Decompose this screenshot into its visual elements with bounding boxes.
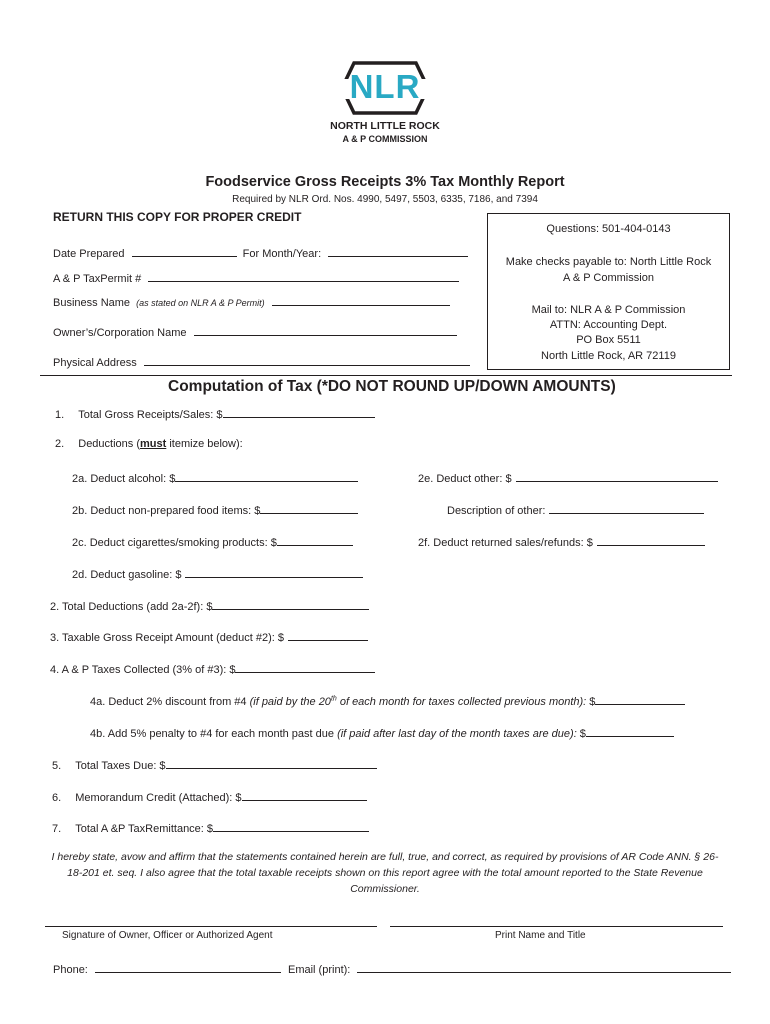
ordinance-line: Required by NLR Ord. Nos. 4990, 5497, 5503, 6335, 7186, and 7394 xyxy=(232,194,538,205)
affirmation-statement: I hereby state, avow and affirm that the statements contained herein are full, true, and correct, as required by provisions of AR Code ANN. § 26-18-201 et. seq. I also agree that the total taxable receipts shown on this report agree with the total amount reported to the State Revenue Commissioner. xyxy=(51,851,719,895)
deduct-2e-desc-row xyxy=(447,502,704,517)
line-2-label-post: itemize below): xyxy=(166,438,243,450)
deduct-2d-label: 2d. Deduct gasoline: $ xyxy=(72,569,182,581)
mail-to-line-2: ATTN: Accounting Dept. xyxy=(549,319,668,331)
line-1-number: 1. xyxy=(55,409,65,421)
line-6-row xyxy=(52,789,367,804)
line-1-row xyxy=(55,406,375,421)
deduct-2d-row xyxy=(72,566,363,581)
date-prepared-field[interactable] xyxy=(132,245,237,257)
business-name-note: (as stated on NLR A & P Permit) xyxy=(136,298,265,308)
permit-field[interactable] xyxy=(148,270,459,282)
permit-row xyxy=(53,270,459,285)
contact-row xyxy=(53,961,731,976)
address-field[interactable] xyxy=(144,354,470,366)
deduct-2e-desc-field[interactable] xyxy=(549,502,704,514)
gross-receipts-field[interactable] xyxy=(223,406,375,418)
deduct-2e-label: 2e. Deduct other: $ xyxy=(418,473,512,485)
total-remittance-field[interactable] xyxy=(213,820,369,832)
line-4a-note-2: of each month for taxes collected previous month): xyxy=(336,696,587,708)
checks-payable-line-2: A & P Commission xyxy=(563,272,654,284)
mail-to-line-1: Mail to: NLR A & P Commission xyxy=(531,304,686,316)
deduct-2b-field[interactable] xyxy=(260,502,358,514)
email-label: Email (print): xyxy=(288,964,351,976)
line-4a-dollar: $ xyxy=(586,696,596,708)
line-6-label: Memorandum Credit (Attached): $ xyxy=(75,792,242,804)
business-name-row xyxy=(53,294,450,309)
deduct-2e-field[interactable] xyxy=(516,470,718,482)
permit-label: A & P TaxPermit # xyxy=(53,273,142,285)
deduct-2f-row xyxy=(418,534,705,549)
date-prepared-label: Date Prepared xyxy=(53,248,125,260)
line-5-number: 5. xyxy=(52,760,62,772)
line-4b-row xyxy=(90,725,674,740)
deduct-2c-row xyxy=(72,534,353,549)
month-year-field[interactable] xyxy=(328,245,468,257)
line-4a-sup: th xyxy=(330,695,337,703)
business-name-label: Business Name xyxy=(53,297,131,309)
deduct-2b-row xyxy=(72,502,358,517)
discount-field[interactable] xyxy=(595,693,685,705)
line-4a-row xyxy=(90,693,685,708)
line-4b-note: (if paid after last day of the month taxes are due): xyxy=(337,728,577,740)
deduct-2f-field[interactable] xyxy=(597,534,705,546)
deduct-2c-label: 2c. Deduct cigarettes/smoking products: $ xyxy=(72,537,277,549)
email-field[interactable] xyxy=(357,961,731,973)
total-taxes-due-field[interactable] xyxy=(166,757,377,769)
address-row xyxy=(53,354,470,369)
line-4b-label: 4b. Add 5% penalty to #4 for each month past due xyxy=(90,728,338,740)
phone-field[interactable] xyxy=(95,961,281,973)
taxes-collected-row xyxy=(50,661,375,676)
memorandum-credit-field[interactable] xyxy=(242,789,367,801)
taxes-collected-field[interactable] xyxy=(235,661,375,673)
logo-name: NORTH LITTLE ROCK xyxy=(330,120,440,132)
deduct-2e-desc-label: Description of other: xyxy=(447,505,546,517)
return-copy-notice: RETURN THIS COPY FOR PROPER CREDIT xyxy=(53,210,302,224)
date-prepared-row xyxy=(53,245,468,260)
logo xyxy=(318,55,452,147)
deduct-2a-label: 2a. Deduct alcohol: $ xyxy=(72,473,176,485)
mail-to-line-4: North Little Rock, AR 72119 xyxy=(541,350,676,362)
month-year-label: For Month/Year: xyxy=(242,248,322,260)
line-5-row xyxy=(52,757,377,772)
logo-mark: NLR xyxy=(349,68,421,105)
mail-to-line-3: PO Box 5511 xyxy=(576,334,641,346)
line-2-number: 2. xyxy=(55,438,65,450)
deduct-2b-label: 2b. Deduct non-prepared food items: $ xyxy=(72,505,261,517)
questions-phone: Questions: 501-404-0143 xyxy=(546,223,671,235)
line-1-label: Total Gross Receipts/Sales: $ xyxy=(78,409,223,421)
owner-label: Owner’s/Corporation Name xyxy=(53,327,187,339)
line-7-row xyxy=(52,820,369,835)
total-deductions-label: 2. Total Deductions (add 2a-2f): $ xyxy=(50,601,213,613)
address-label: Physical Address xyxy=(53,357,137,369)
computation-heading: Computation of Tax (*DO NOT ROUND UP/DOWN AMOUNTS) xyxy=(168,378,616,395)
print-name-line[interactable] xyxy=(390,926,723,927)
owner-row xyxy=(53,324,457,339)
print-name-label: Print Name and Title xyxy=(495,930,586,941)
line-4a-label: 4a. Deduct 2% discount from #4 xyxy=(90,696,250,708)
signature-line[interactable] xyxy=(45,926,377,927)
deduct-2e-row xyxy=(418,470,718,485)
deduct-2a-field[interactable] xyxy=(175,470,358,482)
penalty-field[interactable] xyxy=(586,725,674,737)
line-4a-note-1: (if paid by the 20 xyxy=(249,696,331,708)
section-divider xyxy=(40,375,732,376)
line-2-must: must xyxy=(140,438,167,450)
line-5-label: Total Taxes Due: $ xyxy=(75,760,166,772)
line-2-label-pre: Deductions ( xyxy=(78,438,141,450)
total-deductions-field[interactable] xyxy=(212,598,369,610)
signature-label: Signature of Owner, Officer or Authorized Agent xyxy=(62,930,273,941)
line-6-number: 6. xyxy=(52,792,62,804)
form-title: Foodservice Gross Receipts 3% Tax Monthly Report xyxy=(205,174,565,190)
checks-payable-line-1: Make checks payable to: North Little Rock xyxy=(505,256,712,268)
total-deductions-row xyxy=(50,598,369,613)
taxable-label: 3. Taxable Gross Receipt Amount (deduct #2): $ xyxy=(50,632,284,644)
taxable-row xyxy=(50,629,368,644)
taxable-field[interactable] xyxy=(288,629,368,641)
deduct-2f-label: 2f. Deduct returned sales/refunds: $ xyxy=(418,537,593,549)
deduct-2c-field[interactable] xyxy=(277,534,353,546)
logo-sub: A & P COMMISSION xyxy=(342,134,428,144)
line-4b-dollar: $ xyxy=(576,728,586,740)
line-7-label: Total A &P TaxRemittance: $ xyxy=(75,823,214,835)
info-box xyxy=(487,213,730,370)
business-name-field[interactable] xyxy=(272,294,450,306)
line-2-row xyxy=(55,438,243,450)
taxes-collected-label: 4. A & P Taxes Collected (3% of #3): $ xyxy=(50,664,236,676)
owner-field[interactable] xyxy=(194,324,457,336)
deduct-2d-field[interactable] xyxy=(185,566,363,578)
deduct-2a-row xyxy=(72,470,358,485)
phone-label: Phone: xyxy=(53,964,88,976)
line-7-number: 7. xyxy=(52,823,62,835)
